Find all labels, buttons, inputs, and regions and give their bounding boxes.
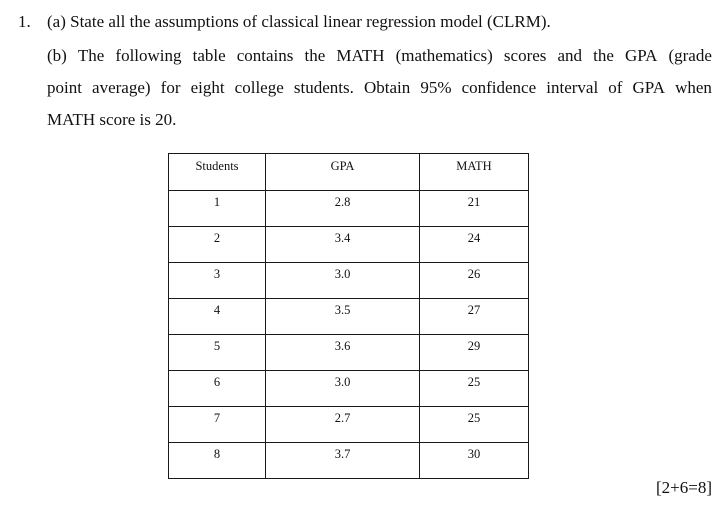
cell-gpa: 3.7 [266,443,420,479]
text-word: contains [236,46,294,65]
text-word: (mathematics) [395,46,493,65]
part-b-text-line-3: MATH score is 20. [47,110,177,129]
text-word: (b) [47,46,67,65]
cell-math: 29 [420,335,529,371]
table-row [169,263,529,299]
table-row [169,227,529,263]
table-row [169,371,529,407]
header-students: Students [169,154,266,191]
cell-math: 27 [420,299,529,335]
table-row [169,407,529,443]
text-word: average) [92,78,151,97]
cell-student: 1 [169,191,266,227]
text-word: GPA [624,46,658,65]
text-word: students. [293,78,354,97]
cell-student: 5 [169,335,266,371]
cell-gpa: 3.6 [266,335,420,371]
question-number: 1. [18,12,31,31]
text-word: following [115,46,182,65]
cell-student: 6 [169,371,266,407]
text-word: the [304,46,326,65]
text-word: 95% [420,78,452,97]
table-row [169,191,529,227]
cell-gpa: 3.5 [266,299,420,335]
text-word: confidence [461,78,537,97]
table-row [169,443,529,479]
cell-gpa: 3.0 [266,371,420,407]
header-math: MATH [420,154,529,191]
header-gpa: GPA [266,154,420,191]
data-table [168,153,529,479]
cell-gpa: 2.7 [266,407,420,443]
part-b-text-line-1 [47,46,712,66]
cell-student: 7 [169,407,266,443]
cell-math: 25 [420,371,529,407]
text-word: of [608,78,623,97]
text-word: college [234,78,284,97]
text-word: MATH [336,46,385,65]
cell-student: 4 [169,299,266,335]
cell-math: 21 [420,191,529,227]
cell-math: 24 [420,227,529,263]
text-word: interval [546,78,599,97]
cell-gpa: 2.8 [266,191,420,227]
text-word: table [192,46,226,65]
text-word: GPA [632,78,665,97]
text-word: The [77,46,105,65]
cell-student: 8 [169,443,266,479]
text-word: and [557,46,583,65]
text-word: Obtain [363,78,411,97]
cell-student: 3 [169,263,266,299]
table-header-row [169,154,529,191]
marks-allocation: [2+6=8] [656,478,712,497]
text-word: (grade [668,46,712,65]
text-word: for [160,78,181,97]
part-b-text-line-2 [47,78,712,98]
cell-math: 26 [420,263,529,299]
cell-gpa: 3.0 [266,263,420,299]
cell-student: 2 [169,227,266,263]
table-row [169,299,529,335]
text-word: eight [190,78,225,97]
cell-gpa: 3.4 [266,227,420,263]
cell-math: 30 [420,443,529,479]
text-word: scores [503,46,547,65]
cell-math: 25 [420,407,529,443]
table-row [169,335,529,371]
text-word: the [593,46,614,65]
text-word: when [675,78,712,97]
part-a-text: (a) State all the assumptions of classical linear regression model (CLRM). [47,12,551,31]
text-word: point [47,78,82,97]
